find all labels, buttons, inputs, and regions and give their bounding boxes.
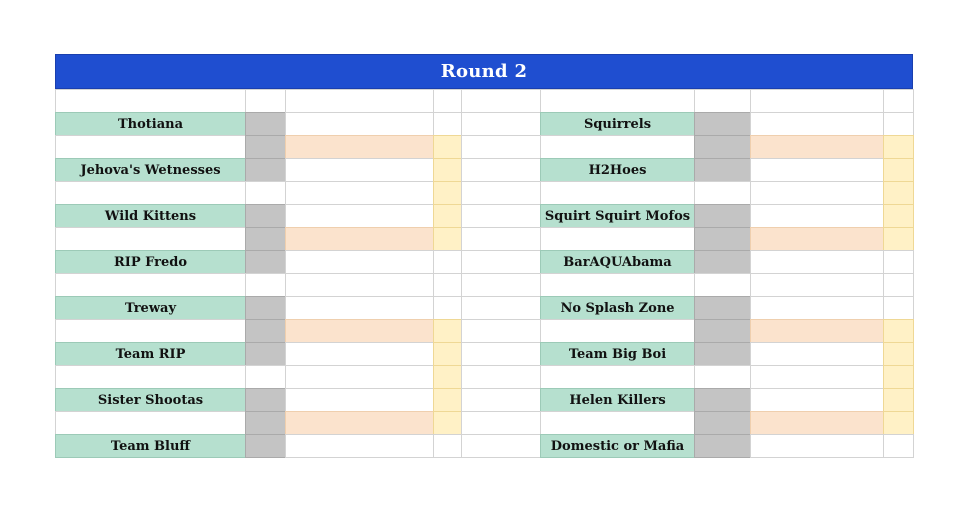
left-score-cell[interactable] bbox=[245, 388, 286, 412]
left-score-cell[interactable] bbox=[245, 434, 286, 458]
empty-cell[interactable] bbox=[433, 296, 462, 320]
right-team-cell[interactable]: Helen Killers bbox=[540, 388, 695, 412]
left-score-cell[interactable] bbox=[245, 319, 286, 343]
left-team-cell[interactable]: RIP Fredo bbox=[55, 250, 246, 274]
empty-cell[interactable] bbox=[750, 158, 884, 182]
left-team-cell[interactable]: Thotiana bbox=[55, 112, 246, 136]
left-winner-cell[interactable] bbox=[285, 411, 434, 435]
empty-cell[interactable] bbox=[245, 89, 286, 113]
right-score-cell[interactable] bbox=[694, 342, 751, 366]
empty-cell[interactable] bbox=[883, 112, 914, 136]
right-score-cell[interactable] bbox=[694, 319, 751, 343]
right-team-cell[interactable]: Team Big Boi bbox=[540, 342, 695, 366]
empty-cell[interactable] bbox=[285, 181, 434, 205]
empty-cell[interactable] bbox=[883, 250, 914, 274]
right-score-cell[interactable] bbox=[694, 296, 751, 320]
empty-cell[interactable] bbox=[540, 89, 695, 113]
right-score-cell[interactable] bbox=[694, 158, 751, 182]
empty-cell[interactable] bbox=[461, 342, 541, 366]
left-score-cell[interactable] bbox=[245, 250, 286, 274]
left-bracket-line-cell[interactable] bbox=[433, 135, 462, 159]
empty-cell[interactable] bbox=[55, 89, 246, 113]
left-bracket-line-cell[interactable] bbox=[433, 411, 462, 435]
right-score-cell[interactable] bbox=[694, 388, 751, 412]
left-score-cell[interactable] bbox=[245, 296, 286, 320]
empty-cell[interactable] bbox=[461, 319, 541, 343]
right-score-cell[interactable] bbox=[694, 204, 751, 228]
right-score-cell[interactable] bbox=[694, 411, 751, 435]
empty-cell[interactable] bbox=[883, 273, 914, 297]
empty-cell[interactable] bbox=[285, 204, 434, 228]
empty-cell[interactable] bbox=[433, 89, 462, 113]
right-bracket-line-cell[interactable] bbox=[883, 181, 914, 205]
empty-cell[interactable] bbox=[750, 296, 884, 320]
right-bracket-line-cell[interactable] bbox=[883, 204, 914, 228]
left-team-cell[interactable]: Jehova's Wetnesses bbox=[55, 158, 246, 182]
right-winner-cell[interactable] bbox=[750, 135, 884, 159]
empty-cell[interactable] bbox=[55, 319, 246, 343]
empty-cell[interactable] bbox=[540, 319, 695, 343]
left-winner-cell[interactable] bbox=[285, 319, 434, 343]
left-score-cell[interactable] bbox=[245, 158, 286, 182]
empty-cell[interactable] bbox=[540, 411, 695, 435]
empty-cell[interactable] bbox=[694, 273, 751, 297]
empty-cell[interactable] bbox=[883, 296, 914, 320]
empty-cell[interactable] bbox=[461, 434, 541, 458]
right-winner-cell[interactable] bbox=[750, 319, 884, 343]
empty-cell[interactable] bbox=[55, 181, 246, 205]
empty-cell[interactable] bbox=[55, 273, 246, 297]
empty-cell[interactable] bbox=[694, 365, 751, 389]
empty-cell[interactable] bbox=[461, 89, 541, 113]
empty-cell[interactable] bbox=[694, 89, 751, 113]
left-team-cell[interactable]: Wild Kittens bbox=[55, 204, 246, 228]
empty-cell[interactable] bbox=[285, 158, 434, 182]
left-team-cell[interactable]: Team Bluff bbox=[55, 434, 246, 458]
empty-cell[interactable] bbox=[461, 250, 541, 274]
empty-cell[interactable] bbox=[540, 365, 695, 389]
empty-cell[interactable] bbox=[750, 434, 884, 458]
left-score-cell[interactable] bbox=[245, 411, 286, 435]
empty-cell[interactable] bbox=[461, 227, 541, 251]
right-score-cell[interactable] bbox=[694, 112, 751, 136]
right-team-cell[interactable]: H2Hoes bbox=[540, 158, 695, 182]
empty-cell[interactable] bbox=[55, 411, 246, 435]
empty-cell[interactable] bbox=[540, 227, 695, 251]
left-bracket-line-cell[interactable] bbox=[433, 181, 462, 205]
empty-cell[interactable] bbox=[461, 158, 541, 182]
round-title: Round 2 bbox=[55, 54, 913, 89]
empty-cell[interactable] bbox=[285, 388, 434, 412]
empty-cell[interactable] bbox=[285, 342, 434, 366]
empty-cell[interactable] bbox=[461, 365, 541, 389]
empty-cell[interactable] bbox=[540, 273, 695, 297]
empty-cell[interactable] bbox=[461, 388, 541, 412]
left-winner-cell[interactable] bbox=[285, 135, 434, 159]
empty-cell[interactable] bbox=[750, 273, 884, 297]
empty-cell[interactable] bbox=[55, 135, 246, 159]
left-score-cell[interactable] bbox=[245, 342, 286, 366]
left-score-cell[interactable] bbox=[245, 227, 286, 251]
left-team-cell[interactable]: Sister Shootas bbox=[55, 388, 246, 412]
right-bracket-line-cell[interactable] bbox=[883, 135, 914, 159]
right-bracket-line-cell[interactable] bbox=[883, 227, 914, 251]
left-bracket-line-cell[interactable] bbox=[433, 342, 462, 366]
empty-cell[interactable] bbox=[540, 181, 695, 205]
empty-cell[interactable] bbox=[750, 89, 884, 113]
right-team-cell[interactable]: BarAQUAbama bbox=[540, 250, 695, 274]
right-score-cell[interactable] bbox=[694, 250, 751, 274]
left-score-cell[interactable] bbox=[245, 112, 286, 136]
empty-cell[interactable] bbox=[750, 250, 884, 274]
left-team-cell[interactable]: Treway bbox=[55, 296, 246, 320]
empty-cell[interactable] bbox=[461, 411, 541, 435]
right-bracket-line-cell[interactable] bbox=[883, 158, 914, 182]
left-winner-cell[interactable] bbox=[285, 227, 434, 251]
empty-cell[interactable] bbox=[461, 135, 541, 159]
right-team-cell[interactable]: Squirt Squirt Mofos bbox=[540, 204, 695, 228]
empty-cell[interactable] bbox=[461, 181, 541, 205]
right-winner-cell[interactable] bbox=[750, 227, 884, 251]
empty-cell[interactable] bbox=[461, 296, 541, 320]
right-bracket-line-cell[interactable] bbox=[883, 365, 914, 389]
empty-cell[interactable] bbox=[285, 273, 434, 297]
empty-cell[interactable] bbox=[750, 342, 884, 366]
left-bracket-line-cell[interactable] bbox=[433, 319, 462, 343]
right-bracket-line-cell[interactable] bbox=[883, 388, 914, 412]
empty-cell[interactable] bbox=[285, 434, 434, 458]
left-bracket-line-cell[interactable] bbox=[433, 227, 462, 251]
empty-cell[interactable] bbox=[694, 181, 751, 205]
empty-cell[interactable] bbox=[285, 89, 434, 113]
left-bracket-line-cell[interactable] bbox=[433, 158, 462, 182]
left-bracket-line-cell[interactable] bbox=[433, 204, 462, 228]
empty-cell[interactable] bbox=[433, 434, 462, 458]
empty-cell[interactable] bbox=[245, 181, 286, 205]
empty-cell[interactable] bbox=[461, 273, 541, 297]
right-team-cell[interactable]: Domestic or Mafia bbox=[540, 434, 695, 458]
empty-cell[interactable] bbox=[433, 112, 462, 136]
left-score-cell[interactable] bbox=[245, 135, 286, 159]
right-bracket-line-cell[interactable] bbox=[883, 319, 914, 343]
empty-cell[interactable] bbox=[540, 135, 695, 159]
empty-cell[interactable] bbox=[750, 181, 884, 205]
empty-cell[interactable] bbox=[750, 388, 884, 412]
empty-cell[interactable] bbox=[750, 112, 884, 136]
right-score-cell[interactable] bbox=[694, 227, 751, 251]
right-team-cell[interactable]: No Splash Zone bbox=[540, 296, 695, 320]
right-score-cell[interactable] bbox=[694, 135, 751, 159]
empty-cell[interactable] bbox=[245, 273, 286, 297]
empty-cell[interactable] bbox=[750, 365, 884, 389]
left-team-cell[interactable]: Team RIP bbox=[55, 342, 246, 366]
empty-cell[interactable] bbox=[750, 204, 884, 228]
empty-cell[interactable] bbox=[285, 296, 434, 320]
empty-cell[interactable] bbox=[55, 365, 246, 389]
empty-cell[interactable] bbox=[883, 434, 914, 458]
empty-cell[interactable] bbox=[285, 250, 434, 274]
empty-cell[interactable] bbox=[461, 112, 541, 136]
empty-cell[interactable] bbox=[883, 89, 914, 113]
left-bracket-line-cell[interactable] bbox=[433, 365, 462, 389]
empty-cell[interactable] bbox=[245, 365, 286, 389]
empty-cell[interactable] bbox=[433, 273, 462, 297]
right-winner-cell[interactable] bbox=[750, 411, 884, 435]
empty-cell[interactable] bbox=[285, 365, 434, 389]
left-bracket-line-cell[interactable] bbox=[433, 388, 462, 412]
right-bracket-line-cell[interactable] bbox=[883, 342, 914, 366]
empty-cell[interactable] bbox=[433, 250, 462, 274]
right-bracket-line-cell[interactable] bbox=[883, 411, 914, 435]
right-score-cell[interactable] bbox=[694, 434, 751, 458]
empty-cell[interactable] bbox=[55, 227, 246, 251]
empty-cell[interactable] bbox=[461, 204, 541, 228]
left-score-cell[interactable] bbox=[245, 204, 286, 228]
empty-cell[interactable] bbox=[285, 112, 434, 136]
right-team-cell[interactable]: Squirrels bbox=[540, 112, 695, 136]
